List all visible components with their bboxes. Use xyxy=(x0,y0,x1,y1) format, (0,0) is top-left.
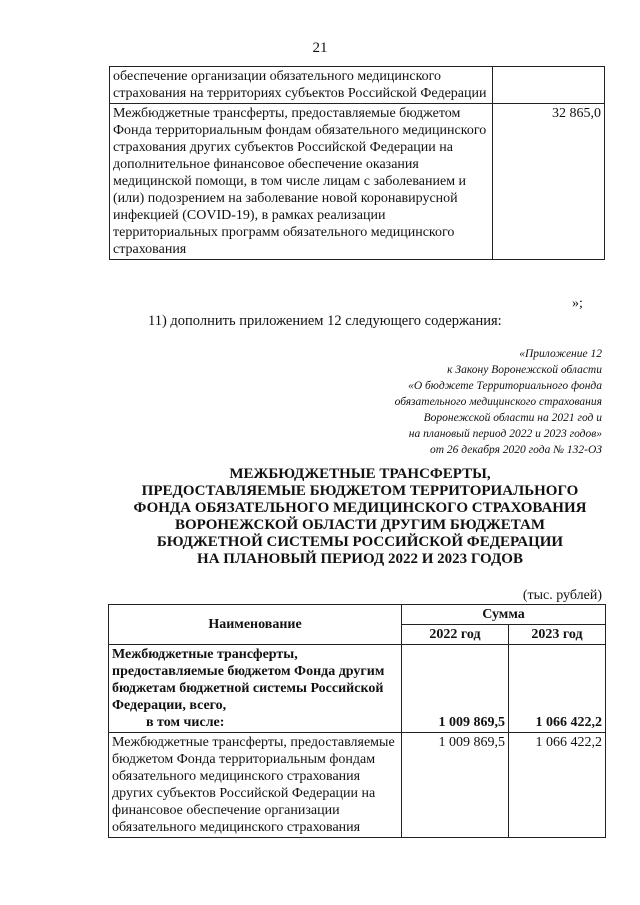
page-number: 21 xyxy=(312,40,328,56)
table-row xyxy=(109,733,606,838)
table-row xyxy=(110,67,605,104)
header-year-2022: 2022 год xyxy=(402,625,509,645)
row-name: обеспечение организации обязательного медицинского страхования на территориях субъектов Российской Федерации xyxy=(110,67,493,104)
total-name xyxy=(109,645,402,733)
total-name-text: Межбюджетные трансферты, предоставляемые бюджетом Фонда другим бюджетам бюджетной системы Российской Федерации, всего, xyxy=(112,647,385,713)
row-2022: 1 009 869,5 xyxy=(402,733,509,838)
row-value xyxy=(493,67,605,104)
document-title xyxy=(110,466,610,568)
row-name: Межбюджетные трансферты, предоставляемые бюджетом Фонда территориальным фондам обязательного медицинского страхования других субъектов Российской Федерации на дополнительное финансовое обеспечение оказания медицинской помощи, в том числе лицам с заболеванием и (или) подозрением на заболевание новой коронавирусной инфекцией (COVID-19), в рамках реализации территориальных программ обязательного медицинского страхования xyxy=(110,104,493,260)
title-line: НА ПЛАНОВЫЙ ПЕРИОД 2022 И 2023 ГОДОВ xyxy=(197,551,523,567)
table-row-total xyxy=(109,645,606,733)
appendix-line: обязательного медицинского страхования xyxy=(394,396,602,408)
table-row xyxy=(110,104,605,260)
appendix-line: Воронежской области на 2021 год и xyxy=(423,412,602,424)
appendix-line: от 26 декабря 2020 года № 132-ОЗ xyxy=(429,444,602,456)
title-line: МЕЖБЮДЖЕТНЫЕ ТРАНСФЕРТЫ, xyxy=(229,466,491,482)
header-sum: Сумма xyxy=(402,605,606,625)
continuation-table xyxy=(109,66,605,260)
unit-label: (тыс. рублей) xyxy=(522,588,602,603)
row-2023: 1 066 422,2 xyxy=(509,733,606,838)
appendix-line: к Закону Воронежской области xyxy=(447,364,602,376)
title-line: БЮДЖЕТНОЙ СИСТЕМЫ РОССИЙСКОЙ ФЕДЕРАЦИИ xyxy=(156,534,564,550)
appendix-reference xyxy=(302,346,602,458)
row-name: Межбюджетные трансферты, предоставляемые бюджетом Фонда территориальным фондам обязательного медицинского страхования других субъектов Российской Федерации на финансовое обеспечение организации обязательного медицинского страхования xyxy=(109,733,402,838)
appendix-line: на плановый период 2022 и 2023 годов» xyxy=(408,428,602,440)
closing-quote: »; xyxy=(572,296,583,311)
header-name: Наименование xyxy=(109,605,402,645)
total-2023: 1 066 422,2 xyxy=(509,645,606,733)
total-2022: 1 009 869,5 xyxy=(402,645,509,733)
table-header-row xyxy=(109,605,606,625)
title-line: ФОНДА ОБЯЗАТЕЛЬНОГО МЕДИЦИНСКОГО СТРАХОВАНИЯ xyxy=(133,500,587,516)
amendment-item: 11) дополнить приложением 12 следующего содержания: xyxy=(148,313,502,329)
transfers-table xyxy=(108,604,606,838)
appendix-line: «О бюджете Территориального фонда xyxy=(408,380,602,392)
header-year-2023: 2023 год xyxy=(509,625,606,645)
appendix-line: «Приложение 12 xyxy=(519,348,602,360)
title-line: ПРЕДОСТАВЛЯЕМЫЕ БЮДЖЕТОМ ТЕРРИТОРИАЛЬНОГО xyxy=(141,483,579,499)
row-value: 32 865,0 xyxy=(493,104,605,260)
title-line: ВОРОНЕЖСКОЙ ОБЛАСТИ ДРУГИМ БЮДЖЕТАМ xyxy=(174,517,545,533)
total-name-suffix: в том числе: xyxy=(146,715,225,730)
